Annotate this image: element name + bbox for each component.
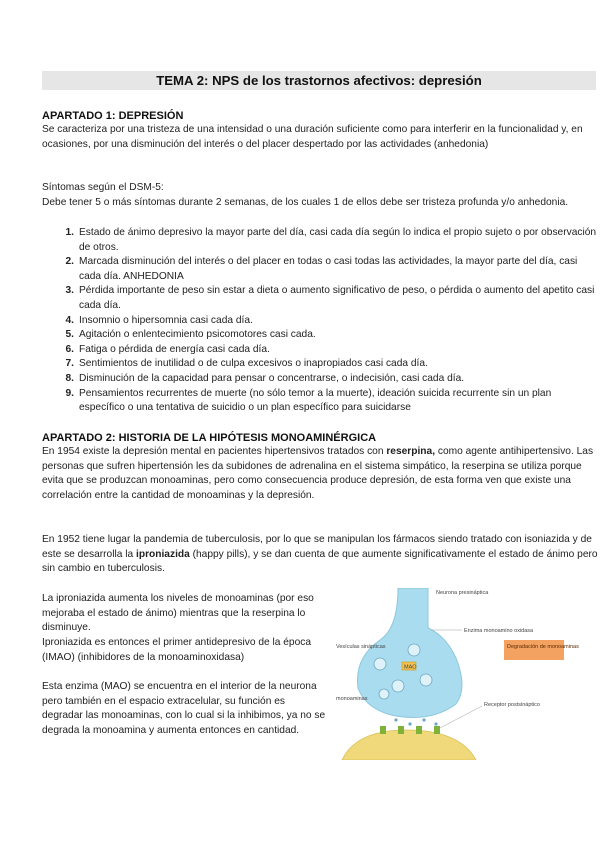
list-item xyxy=(42,328,598,343)
list-item xyxy=(42,343,598,358)
text-run: como agente antihipertensivo. Las personas que sufren hipertensión les da subidones de adrenalina en el sistema simpático, la reserpina se utiliza porque evita que se produzcan monoaminas, pero como consecuencia produce depresión, de esta forma ven que existe una correlación entre la cantidad de monoaminas y la depresión. xyxy=(42,446,594,501)
text-run: (happy pills), y se dan cuenta de que aumente significativamente el estado de ánimo pero sin cambio en tuberculosis. xyxy=(42,548,598,575)
list-text: Fatiga o pérdida de energía casi cada día. xyxy=(79,343,270,355)
text-run: En 1954 existe la depresión mental en pacientes hipertensivos tratados con xyxy=(42,446,387,457)
receptor-label: Receptor postsináptico xyxy=(484,702,540,708)
list-item xyxy=(42,226,598,255)
section-1-intro: Se caracteriza por una tristeza de una intensidad o una duración suficiente como para interferir en la funcionalidad y, en ocasiones, por una disminución del interés o del placer despertado por las actividades (anhedonia) xyxy=(42,124,583,150)
list-number: 5. xyxy=(65,329,74,341)
vesicle xyxy=(374,658,386,670)
receptor xyxy=(380,726,386,734)
list-item xyxy=(42,284,598,313)
vesicle xyxy=(379,689,389,699)
list-text: Estado de ánimo depresivo la mayor parte del día, casi cada día según lo indica el propio sujeto o por observación de otros. xyxy=(79,227,597,253)
vesicle xyxy=(408,644,420,656)
list-number: 8. xyxy=(65,372,74,384)
degradation-label: Degradación de monoaminas xyxy=(507,644,579,650)
list-text: Sentimientos de inutilidad o de culpa excesivos o inapropiados casi cada día. xyxy=(79,358,428,370)
list-item xyxy=(42,357,598,372)
list-number: 9. xyxy=(65,387,74,399)
list-number: 4. xyxy=(65,314,74,326)
list-text: Marcada disminución del interés o del placer en todas o casi todas las actividades, la mayor parte del día, casi cada día. ANHEDONIA xyxy=(79,256,578,282)
page-title: TEMA 2: NPS de los trastornos afectivos: depresión xyxy=(42,71,596,90)
receptor xyxy=(434,726,440,734)
mao-label: MAO xyxy=(404,664,417,671)
postsynaptic-neuron xyxy=(342,730,476,760)
receptor xyxy=(416,726,422,734)
monoamines-label: monoaminas xyxy=(336,696,368,702)
dsm-intro: Debe tener 5 o más síntomas durante 2 semanas, de los cuales 1 de ellos debe ser tristeza profunda y/o anhedonia. xyxy=(42,197,569,208)
synapse-diagram xyxy=(336,588,600,760)
bold-term: reserpina, xyxy=(386,446,436,457)
list-text: Disminución de la capacidad para pensar o concentrarse, o indecisión, casi cada día. xyxy=(79,372,465,384)
list-number: 6. xyxy=(65,343,74,355)
monoamine-dot xyxy=(422,718,425,721)
dsm-heading: Síntomas según el DSM-5: xyxy=(42,182,164,193)
enzyme-label: Enzima monoamino oxidasa xyxy=(464,628,534,634)
paragraph-iproniazida xyxy=(42,533,598,577)
list-text: Insomnio o hipersomnia casi cada día. xyxy=(79,314,253,326)
bold-term: iproniazida xyxy=(136,548,190,560)
text-run: En 1952 tiene lugar la pandemia de tuberculosis, por lo que se manipulan los fármacos siendo tratado con isoniazida y de este se desarrolla la xyxy=(42,534,592,560)
list-number: 7. xyxy=(65,358,74,370)
symptom-list xyxy=(42,226,598,416)
section-1-heading: APARTADO 1: DEPRESIÓN xyxy=(42,110,184,122)
vesicle xyxy=(392,680,404,692)
synapse-svg xyxy=(336,588,600,760)
degradation-box xyxy=(504,640,564,660)
vesicles-label: Vesículas sinápticas xyxy=(336,644,386,650)
receptor xyxy=(398,726,404,734)
monoamine-dot xyxy=(394,718,397,721)
list-item xyxy=(42,372,598,387)
monoamine-dot xyxy=(434,722,437,725)
list-item xyxy=(42,387,598,416)
paragraph-imao: Iproniazida es entonces el primer antidepresivo de la época (IMAO) (inhibidores de la monoaminoxidasa) xyxy=(42,637,311,663)
vesicle xyxy=(420,674,432,686)
list-text: Agitación o enlentecimiento psicomotores casi cada. xyxy=(79,329,316,341)
list-number: 3. xyxy=(65,285,74,297)
monoamine-dot xyxy=(408,722,411,725)
list-item xyxy=(42,255,598,284)
paragraph-mao-enzyme: Esta enzima (MAO) se encuentra en el interior de la neurona pero también en el espacio extracelular, su función es degradar las monoaminas, con lo cual si la inhibimos, ya no se degrada la monoamina y aumenta entonces en cantidad. xyxy=(42,681,326,736)
presynaptic-label: Neurona presináptica xyxy=(436,590,489,596)
list-number: 1. xyxy=(65,227,74,238)
paragraph-reserpina xyxy=(42,445,598,503)
list-text: Pérdida importante de peso sin estar a dieta o aumento significativo de peso, o pérdida o aumento del apetito casi cada día. xyxy=(79,285,595,311)
list-number: 2. xyxy=(65,256,74,268)
section-2-heading: APARTADO 2: HISTORIA DE LA HIPÓTESIS MONOAMINÉRGICA xyxy=(42,432,377,444)
paragraph-monoamine-levels: La iproniazida aumenta los niveles de monoaminas (por eso mejoraba el estado de ánimo) mientras que la reserpina lo disminuye. xyxy=(42,593,314,634)
list-text: Pensamientos recurrentes de muerte (no sólo temor a la muerte), ideación suicida recurrente sin un plan específico o una tentativa de suicidio o un plan específico para suicidarse xyxy=(79,387,552,414)
list-item xyxy=(42,314,598,329)
